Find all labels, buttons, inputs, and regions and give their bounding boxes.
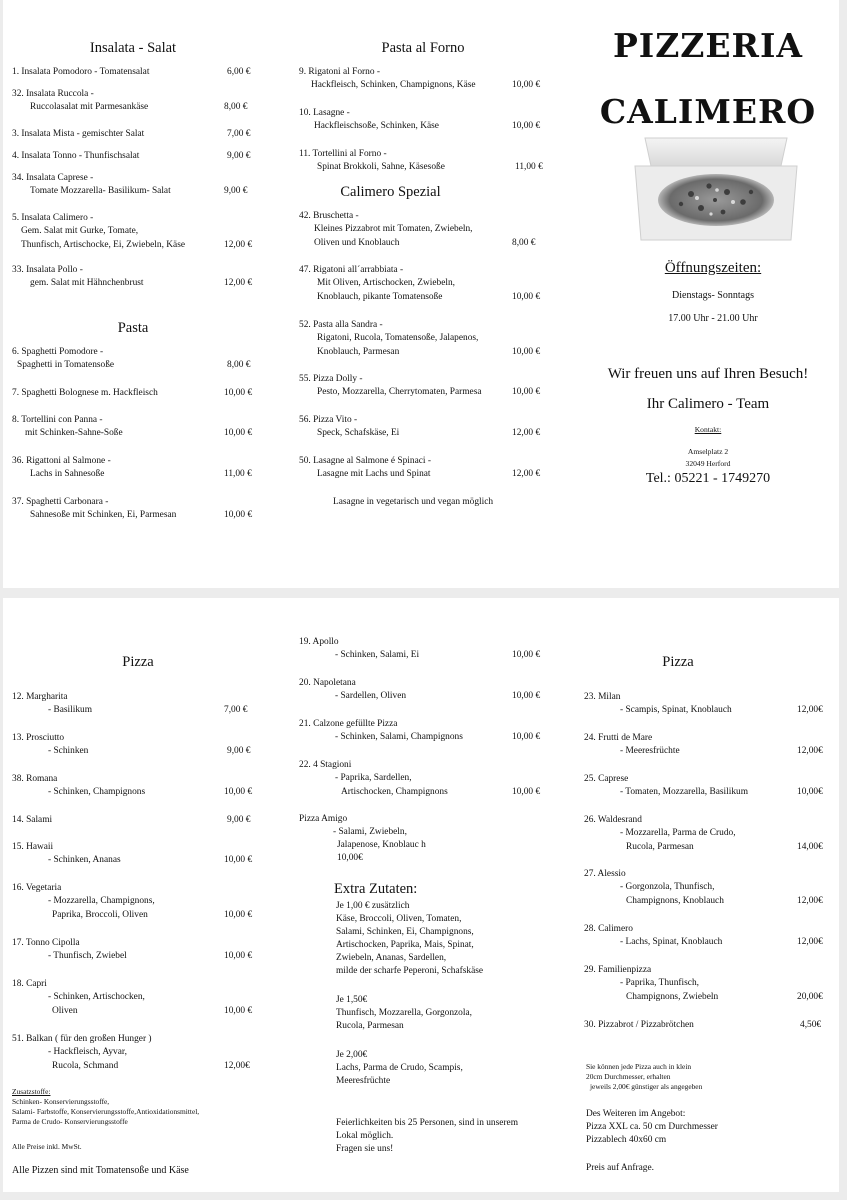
small-pizza-note: Sie können jede Pizza auch in klein [586, 1062, 692, 1071]
extras-line: Artischocken, Paprika, Mais, Spinat, [336, 940, 474, 950]
team-text: Ihr Calimero - Team [646, 396, 770, 412]
menu-item: 5. Insalata Calimero - Gem. Salat mit Gurke, Tomate, Thunfisch, Artischocke, Ei, Zwiebeln, Käse 12,00 € [12, 213, 253, 250]
offer-line: Pizzablech 40x60 cm [586, 1135, 667, 1145]
menu-item: 19. Apollo - Schinken, Salami, Ei 10,00 € [299, 637, 541, 661]
menu-page-pizza [3, 598, 839, 1192]
extras-line: Je 1,00 € zusätzlich [336, 901, 410, 911]
extras-line: Thunfisch, Mozzarella, Gorgonzola, [336, 1008, 472, 1018]
menu-item: 52. Pasta alla Sandra - Rigatoni, Rucola, Tomatensoße, Jalapenos, Knoblauch, Parmesan 10,00 € [299, 320, 541, 357]
menu-item: 7. Spaghetti Bolognese m. Hackfleisch 10,00 € [12, 388, 253, 398]
menu-item: 17. Tonno Cipolla - Thunfisch, Zwiebel 10,00 € [12, 938, 253, 962]
menu-item: 24. Frutti de Mare - Meeresfrüchte 12,00€ [584, 733, 823, 757]
menu-item: 1. Insalata Pomodoro - Tomatensalat 6,00 € [12, 67, 251, 77]
extras-line: Zwiebeln, Ananas, Sardellen, [336, 953, 447, 963]
menu-page-front [3, 0, 839, 588]
menu-item: 20. Napoletana - Sardellen, Oliven 10,00 € [299, 678, 541, 702]
menu-item: 13. Prosciutto - Schinken 9,00 € [12, 733, 251, 757]
forno-heading: Pasta al Forno [381, 40, 465, 56]
party-note: Feierlichkeiten bis 25 Personen, sind in unserem [336, 1118, 518, 1128]
pizza-heading-right: Pizza [662, 654, 694, 670]
menu-item: 37. Spaghetti Carbonara - Sahnesoße mit Schinken, Ei, Parmesan 10,00 € [12, 497, 253, 521]
extras-line: Je 2,00€ [336, 1050, 368, 1060]
offer-line: Des Weiteren im Angebot: [586, 1109, 686, 1119]
amigo-name: Pizza Amigo [299, 814, 348, 824]
party-note: Lokal möglich. [336, 1131, 394, 1141]
additives-line: Schinken- Konservierungsstoffe, [12, 1097, 110, 1106]
contact-title: Kontakt: [694, 425, 722, 434]
amigo-desc: Jalapenose, Knoblauc h [337, 840, 426, 850]
menu-item: 28. Calimero - Lachs, Spinat, Knoblauch 12,00€ [584, 924, 823, 948]
additives-title: Zusatzstoffe: [12, 1087, 51, 1096]
brand-pizzeria: PIZZERIA [612, 26, 804, 65]
lasagne-note: Lasagne in vegetarisch und vegan möglich [333, 497, 494, 507]
small-pizza-note: jeweils 2,00€ günstiger als angegeben [590, 1082, 703, 1091]
extras-line: Rucola, Parmesan [336, 1021, 404, 1031]
pizza-footer-note: Alle Pizzen sind mit Tomatensoße und Käse [12, 1165, 189, 1176]
welcome-text: Wir freuen uns auf Ihren Besuch! [607, 366, 809, 382]
menu-item: 56. Pizza Vito - Speck, Schafskäse, Ei 12,00 € [299, 415, 541, 439]
menu-item: 15. Hawaii - Schinken, Ananas 10,00 € [12, 842, 253, 866]
menu-item: 55. Pizza Dolly - Pesto, Mozzarella, Cherrytomaten, Parmesa 10,00 € [299, 374, 541, 398]
menu-item: 14. Salami 9,00 € [12, 815, 251, 825]
menu-item: 9. Rigatoni al Forno - Hackfleisch, Schinken, Champignons, Käse 10,00 € [299, 67, 541, 91]
menu-item: 8. Tortellini con Panna - mit Schinken-Sahne-Soße 10,00 € [12, 415, 253, 439]
extras-line: Salami, Schinken, Ei, Champignons, [336, 927, 474, 937]
pasta-heading: Pasta [117, 320, 149, 336]
menu-item: 47. Rigatoni all´arrabbiata - Mit Oliven, Artischocken, Zwiebeln, Knoblauch, pikante Tomatensoße 10,00 € [299, 265, 541, 302]
menu-item: 36. Rigattoni al Salmone - Lachs in Sahnesoße 11,00 € [12, 456, 252, 480]
hours-title: Öffnungszeiten: [664, 260, 762, 276]
menu-item: 50. Lasagne al Salmone é Spinaci - Lasagne mit Lachs und Spinat 12,00 € [299, 456, 541, 480]
menu-item: 25. Caprese - Tomaten, Mozzarella, Basilikum 10,00€ [584, 774, 823, 798]
amigo-price: 10,00€ [337, 853, 363, 863]
menu-item: 30. Pizzabrot / Pizzabrötchen 4,50€ [584, 1020, 822, 1030]
extras-line: milde der scharfe Peperoni, Schafskäse [336, 966, 484, 976]
pizza-heading-left: Pizza [122, 654, 154, 670]
menu-item: 21. Calzone gefüllte Pizza - Schinken, Salami, Champignons 10,00 € [299, 719, 541, 743]
menu-item: 32. Insalata Ruccola - Ruccolasalat mit Parmesankäse 8,00 € [12, 89, 248, 113]
pizza-box-illustration [631, 136, 801, 242]
spezial-heading: Calimero Spezial [340, 184, 441, 200]
menu-item: 51. Balkan ( für den großen Hunger ) - Hackfleisch, Ayvar, Rucola, Schmand 12,00€ [12, 1034, 250, 1071]
hours-time: 17.00 Uhr - 21.00 Uhr [668, 313, 758, 324]
party-note: Fragen sie uns! [336, 1144, 394, 1154]
additives-line: Parma de Crudo- Konservierungsstoffe [12, 1117, 128, 1126]
brand-calimero: CALIMERO [599, 92, 817, 131]
menu-item: 18. Capri - Schinken, Artischocken, Oliven 10,00 € [12, 979, 253, 1016]
menu-item: 3. Insalata Mista - gemischter Salat 7,00 € [12, 129, 251, 139]
contact-street: Amselplatz 2 [687, 447, 729, 456]
menu-item: 34. Insalata Caprese - Tomate Mozzarella- Basilikum- Salat 9,00 € [12, 173, 248, 197]
menu-item: 12. Margharita - Basilikum 7,00 € [12, 692, 248, 716]
menu-item: 26. Waldesrand - Mozzarella, Parma de Crudo, Rucola, Parmesan 14,00€ [584, 815, 823, 852]
menu-item: 27. Alessio - Gorgonzola, Thunfisch, Champignons, Knoblauch 12,00€ [584, 869, 823, 906]
offer-line: Pizza XXL ca. 50 cm Durchmesser [586, 1122, 718, 1132]
menu-item: 10. Lasagne - Hackfleischsoße, Schinken, Käse 10,00 € [299, 108, 541, 132]
contact-city: 32049 Herford [685, 459, 731, 468]
menu-item: 42. Bruschetta - Kleines Pizzabrot mit Tomaten, Zwiebeln, Oliven und Knoblauch 8,00 € [299, 211, 536, 248]
menu-item: 16. Vegetaria - Mozzarella, Champignons, Paprika, Broccoli, Oliven 10,00 € [12, 883, 253, 920]
menu-item: 11. Tortellini al Forno - Spinat Brokkoli, Sahne, Käsesoße 11,00 € [299, 149, 543, 173]
extras-line: Lachs, Parma de Crudo, Scampis, [336, 1063, 463, 1073]
contact-phone: Tel.: 05221 - 1749270 [645, 471, 771, 486]
salat-heading: Insalata - Salat [89, 40, 177, 56]
menu-item: 22. 4 Stagioni - Paprika, Sardellen, Artischocken, Champignons 10,00 € [299, 760, 541, 797]
menu-item: 29. Familienpizza - Paprika, Thunfisch, Champignons, Zwiebeln 20,00€ [584, 965, 823, 1002]
extras-line: Meeresfrüchte [336, 1076, 391, 1086]
additives-line: Salami- Farbstoffe, Konservierungsstoffe,Antioxidationsmittel, [12, 1107, 200, 1116]
extras-line: Käse, Broccoli, Oliven, Tomaten, [336, 914, 462, 924]
menu-item: 38. Romana - Schinken, Champignons 10,00 € [12, 774, 253, 798]
price-on-request: Preis auf Anfrage. [586, 1163, 654, 1173]
extras-line: Je 1,50€ [336, 995, 368, 1005]
hours-days: Dienstags- Sonntags [672, 290, 754, 301]
menu-item: 4. Insalata Tonno - Thunfischsalat 9,00 € [12, 151, 251, 161]
menu-item: 33. Insalata Pollo - gem. Salat mit Hähnchenbrust 12,00 € [12, 265, 253, 289]
amigo-desc: - Salami, Zwiebeln, [333, 827, 407, 837]
menu-item: 23. Milan - Scampis, Spinat, Knoblauch 12,00€ [584, 692, 823, 716]
extras-heading: Extra Zutaten: [334, 881, 418, 897]
vat-note: Alle Preise inkl. MwSt. [12, 1142, 82, 1151]
small-pizza-note: 20cm Durchmesser, erhalten [586, 1072, 671, 1081]
menu-item: 6. Spaghetti Pomodore - Spaghetti in Tomatensoße 8,00 € [12, 347, 251, 371]
